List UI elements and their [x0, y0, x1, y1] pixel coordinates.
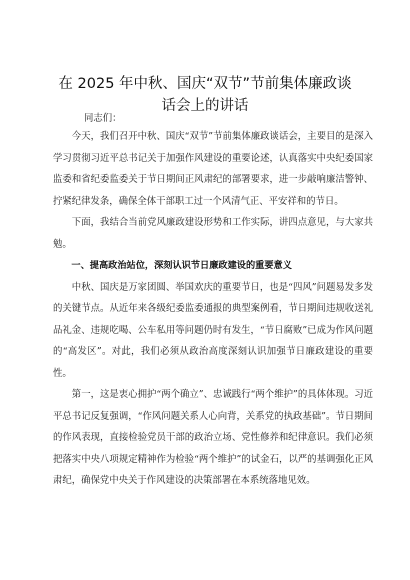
paragraph-outline: 下面，我结合当前党风廉政建设形势和工作实际，讲四点意见，与大家共勉。: [53, 217, 373, 250]
document-title-line-2: 话会上的讲话: [161, 98, 249, 114]
section-heading-1: 一、提高政治站位，深刻认识节日廉政建设的重要意义: [71, 260, 292, 271]
paragraph-section1-point1: 第一，这是衷心拥护“两个确立”、忠诚践行“两个维护”的具体体现。习近平总书记反复强调，“作风问题关系人心向背，关系党的执政基础”。节日期间的作风表现，直接检验党员干部的政治立场、党性修养和纪律意识。我们必须把落实中央八项规定精神作为检验“两个维护”的试金石，以严的基调强化正风肃纪，确保党中央关于作风建设的决策部署在本系统落地见效。: [53, 389, 373, 486]
paragraph-section1-context: 中秋、国庆是万家团圆、举国欢庆的重要节日，也是“四风”问题易发多发的关键节点。从近年来各级纪委监委通报的典型案例看，节日期间违规收送礼品礼金、违规吃喝、公车私用等问题仍时有发生，“节日腐败”已成为作风问题的“高发区”。对此，我们必须从政治高度深刻认识加强节日廉政建设的重要性。: [53, 281, 373, 379]
document-body: [53, 126, 373, 492]
document-title-line-1: 在 2025 年中秋、国庆“双节”节前集体廉政谈: [58, 76, 352, 92]
paragraph-intro: 今天，我们召开中秋、国庆“双节”节前集体廉政谈话会，主要目的是深入学习贯彻习近平总书记关于加强作风建设的重要论述，认真落实中央纪委国家监委和省纪委监委关于节日期间正风肃纪的部署要求，进一步敲响廉洁警钟、拧紧纪律发条，确保全体干部职工过一个风清气正、平安祥和的节日。: [53, 131, 373, 207]
salutation: 同志们：: [84, 113, 122, 124]
